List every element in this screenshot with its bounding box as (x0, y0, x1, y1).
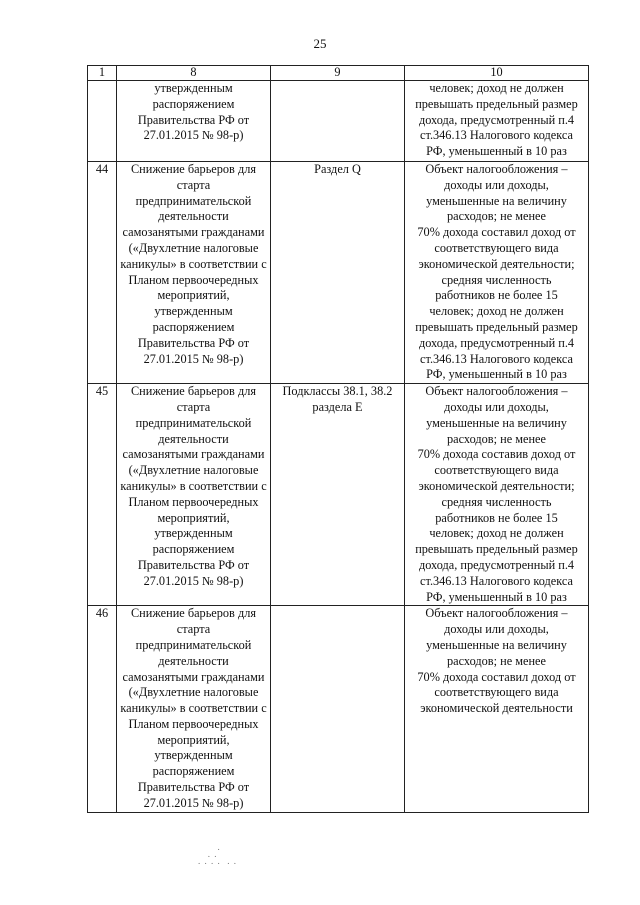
activity-section-cell: Подклассы 38.1, 38.2 раздела E (271, 384, 405, 606)
row-number-cell: 44 (88, 162, 117, 384)
conditions-cell: человек; доход не должен превышать предельный размер дохода, предусмотренный п.4 ст.346.13 Налогового кодекса РФ, уменьшенный в 10 раз (405, 81, 589, 162)
row-number-cell (88, 81, 117, 162)
activity-section-cell (271, 81, 405, 162)
measure-cell: Снижение барьеров для старта предпринимательской деятельности самозанятыми гражданами («Двухлетние налоговые каникулы» в соответствии с Планом первоочередных мероприятий, утвержденным распоряжением Правительства РФ от 27.01.2015 № 98-р) (117, 606, 271, 812)
header-cell-col9: 9 (271, 66, 405, 81)
activity-section-cell: Раздел Q (271, 162, 405, 384)
row-number-cell: 46 (88, 606, 117, 812)
conditions-cell: Объект налогообложения – доходы или доходы, уменьшенные на величину расходов; не менее 70% дохода составил доход от соответствующего вида экономической деятельности; средняя численность работников не более 15 человек; доход не должен превышать предельный размер дохода, предусмотренный п.4 ст.346.13 Налогового кодекса РФ, уменьшенный в 10 раз (405, 162, 589, 384)
measure-cell: утвержденным распоряжением Правительства РФ от 27.01.2015 № 98-р) (117, 81, 271, 162)
row-number-cell: 45 (88, 384, 117, 606)
header-cell-col8: 8 (117, 66, 271, 81)
conditions-cell: Объект налогообложения – доходы или доходы, уменьшенные на величину расходов; не менее 70% дохода составив доход от соответствующего вида экономической деятельности; средняя численность работников не более 15 человек; доход не должен превышать предельный размер дохода, предусмотренный п.4 ст.346.13 Налогового кодекса РФ, уменьшенный в 10 раз (405, 384, 589, 606)
measure-cell: Снижение барьеров для старта предпринимательской деятельности самозанятыми гражданами («Двухлетние налоговые каникулы» в соответствии с Планом первоочередных мероприятий, утвержденным распоряжением Правительства РФ от 27.01.2015 № 98-р) (117, 162, 271, 384)
table-row (88, 606, 589, 812)
activity-section-cell (271, 606, 405, 812)
measure-cell: Снижение барьеров для старта предпринимательской деятельности самозанятыми гражданами («Двухлетние налоговые каникулы» в соответствии с Планом первоочередных мероприятий, утвержденным распоряжением Правительства РФ от 27.01.2015 № 98-р) (117, 384, 271, 606)
table-header-row (88, 66, 589, 81)
conditions-cell: Объект налогообложения – доходы или доходы, уменьшенные на величину расходов; не менее 70% дохода составил доход от соответствующего вида экономической деятельности (405, 606, 589, 812)
table-row (88, 384, 589, 606)
header-cell-col1: 1 (88, 66, 117, 81)
table-row (88, 162, 589, 384)
scan-artifact: . . . . . . . . . (198, 842, 237, 866)
table-row (88, 81, 589, 162)
regulation-table (87, 65, 589, 813)
header-cell-col10: 10 (405, 66, 589, 81)
page-number: 25 (313, 36, 327, 51)
